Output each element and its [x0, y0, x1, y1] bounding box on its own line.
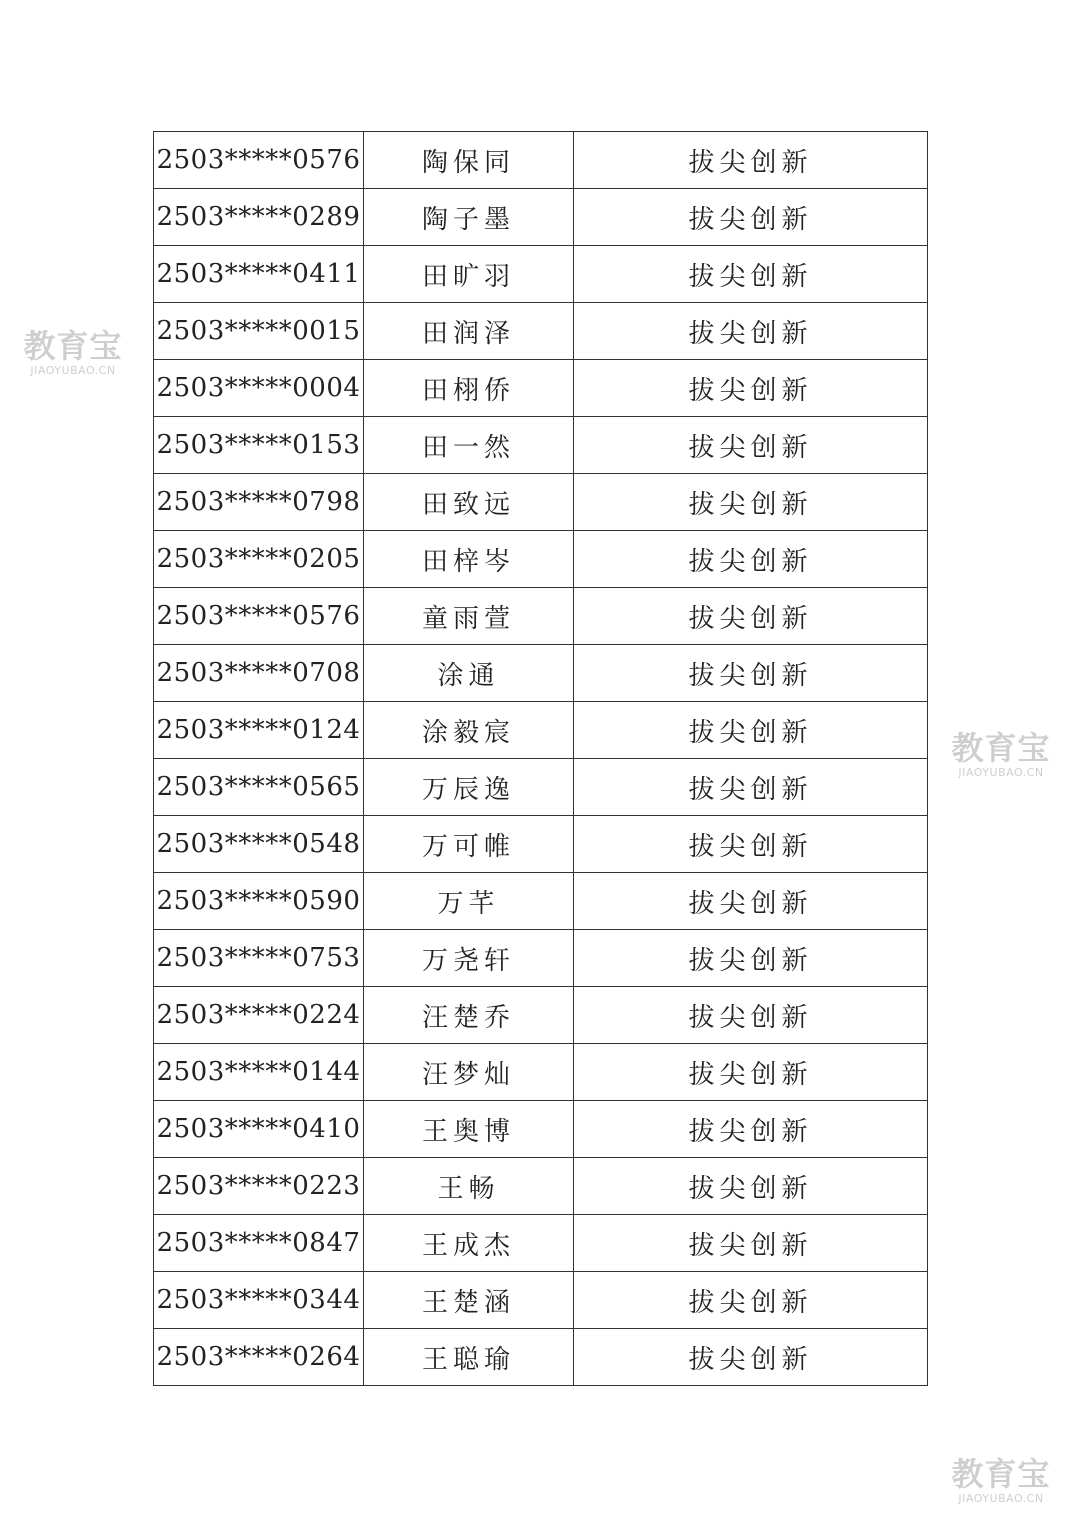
- student-id-cell: 2503*****0565: [154, 759, 364, 816]
- admission-list-table: [153, 131, 928, 1386]
- category-cell: 拔尖创新: [574, 360, 928, 417]
- student-name-cell: 汪梦灿: [364, 1044, 574, 1101]
- student-name-cell: 童雨萱: [364, 588, 574, 645]
- watermark-logo: [942, 729, 1060, 779]
- table-row: [154, 759, 928, 816]
- student-id-cell: 2503*****0124: [154, 702, 364, 759]
- student-id-cell: 2503*****0289: [154, 189, 364, 246]
- category-cell: 拔尖创新: [574, 531, 928, 588]
- table-row: [154, 987, 928, 1044]
- student-name-cell: 王聪瑜: [364, 1329, 574, 1386]
- student-name-cell: 万可帷: [364, 816, 574, 873]
- student-id-cell: 2503*****0264: [154, 1329, 364, 1386]
- category-cell: 拔尖创新: [574, 645, 928, 702]
- student-id-cell: 2503*****0224: [154, 987, 364, 1044]
- student-id-cell: 2503*****0798: [154, 474, 364, 531]
- table-row: [154, 816, 928, 873]
- table-row: [154, 474, 928, 531]
- student-id-cell: 2503*****0753: [154, 930, 364, 987]
- table-row: [154, 702, 928, 759]
- student-name-cell: 陶子墨: [364, 189, 574, 246]
- table-row: [154, 1272, 928, 1329]
- student-name-cell: 王奥博: [364, 1101, 574, 1158]
- table-row: [154, 1215, 928, 1272]
- student-name-cell: 陶保同: [364, 132, 574, 189]
- student-id-cell: 2503*****0205: [154, 531, 364, 588]
- category-cell: 拔尖创新: [574, 759, 928, 816]
- student-id-cell: 2503*****0411: [154, 246, 364, 303]
- watermark-logo-text: 教育宝: [951, 729, 1051, 767]
- category-cell: 拔尖创新: [574, 588, 928, 645]
- watermark-logo: [14, 327, 132, 377]
- watermark-url-text: JIAOYUBAO.CN: [958, 766, 1044, 779]
- student-id-cell: 2503*****0004: [154, 360, 364, 417]
- student-name-cell: 万芊: [364, 873, 574, 930]
- table-row: [154, 1044, 928, 1101]
- category-cell: 拔尖创新: [574, 873, 928, 930]
- table-row: [154, 1329, 928, 1386]
- category-cell: 拔尖创新: [574, 246, 928, 303]
- student-name-cell: 田致远: [364, 474, 574, 531]
- student-id-cell: 2503*****0144: [154, 1044, 364, 1101]
- student-id-cell: 2503*****0708: [154, 645, 364, 702]
- student-name-cell: 田栩侨: [364, 360, 574, 417]
- category-cell: 拔尖创新: [574, 1329, 928, 1386]
- watermark-logo-text: 教育宝: [23, 327, 123, 365]
- table-row: [154, 1101, 928, 1158]
- category-cell: 拔尖创新: [574, 189, 928, 246]
- watermark-url-text: JIAOYUBAO.CN: [30, 364, 116, 377]
- table-row: [154, 417, 928, 474]
- student-name-cell: 涂毅宸: [364, 702, 574, 759]
- student-name-cell: 田梓岑: [364, 531, 574, 588]
- table-row: [154, 588, 928, 645]
- table-row: [154, 246, 928, 303]
- student-id-cell: 2503*****0410: [154, 1101, 364, 1158]
- student-id-cell: 2503*****0847: [154, 1215, 364, 1272]
- category-cell: 拔尖创新: [574, 303, 928, 360]
- category-cell: 拔尖创新: [574, 987, 928, 1044]
- student-name-cell: 汪楚乔: [364, 987, 574, 1044]
- student-name-cell: 王成杰: [364, 1215, 574, 1272]
- table-row: [154, 645, 928, 702]
- student-name-cell: 涂通: [364, 645, 574, 702]
- student-id-cell: 2503*****0576: [154, 132, 364, 189]
- student-name-cell: 田润泽: [364, 303, 574, 360]
- student-name-cell: 田旷羽: [364, 246, 574, 303]
- student-name-cell: 王楚涵: [364, 1272, 574, 1329]
- watermark-url-text: JIAOYUBAO.CN: [958, 1492, 1044, 1505]
- category-cell: 拔尖创新: [574, 1044, 928, 1101]
- table-row: [154, 1158, 928, 1215]
- table-row: [154, 930, 928, 987]
- student-id-cell: 2503*****0153: [154, 417, 364, 474]
- student-name-cell: 万尧轩: [364, 930, 574, 987]
- student-id-cell: 2503*****0015: [154, 303, 364, 360]
- category-cell: 拔尖创新: [574, 417, 928, 474]
- student-id-cell: 2503*****0590: [154, 873, 364, 930]
- table-row: [154, 189, 928, 246]
- category-cell: 拔尖创新: [574, 930, 928, 987]
- table-row: [154, 360, 928, 417]
- category-cell: 拔尖创新: [574, 1272, 928, 1329]
- student-name-cell: 万辰逸: [364, 759, 574, 816]
- student-name-cell: 王畅: [364, 1158, 574, 1215]
- table-row: [154, 303, 928, 360]
- watermark-logo: [942, 1455, 1060, 1505]
- category-cell: 拔尖创新: [574, 702, 928, 759]
- table-row: [154, 132, 928, 189]
- category-cell: 拔尖创新: [574, 132, 928, 189]
- category-cell: 拔尖创新: [574, 1215, 928, 1272]
- table-row: [154, 531, 928, 588]
- student-id-cell: 2503*****0344: [154, 1272, 364, 1329]
- category-cell: 拔尖创新: [574, 816, 928, 873]
- table-body: [154, 132, 928, 1386]
- watermark-logo-text: 教育宝: [951, 1455, 1051, 1493]
- student-id-cell: 2503*****0223: [154, 1158, 364, 1215]
- category-cell: 拔尖创新: [574, 1101, 928, 1158]
- student-id-cell: 2503*****0548: [154, 816, 364, 873]
- category-cell: 拔尖创新: [574, 1158, 928, 1215]
- table-row: [154, 873, 928, 930]
- student-name-cell: 田一然: [364, 417, 574, 474]
- student-id-cell: 2503*****0576: [154, 588, 364, 645]
- category-cell: 拔尖创新: [574, 474, 928, 531]
